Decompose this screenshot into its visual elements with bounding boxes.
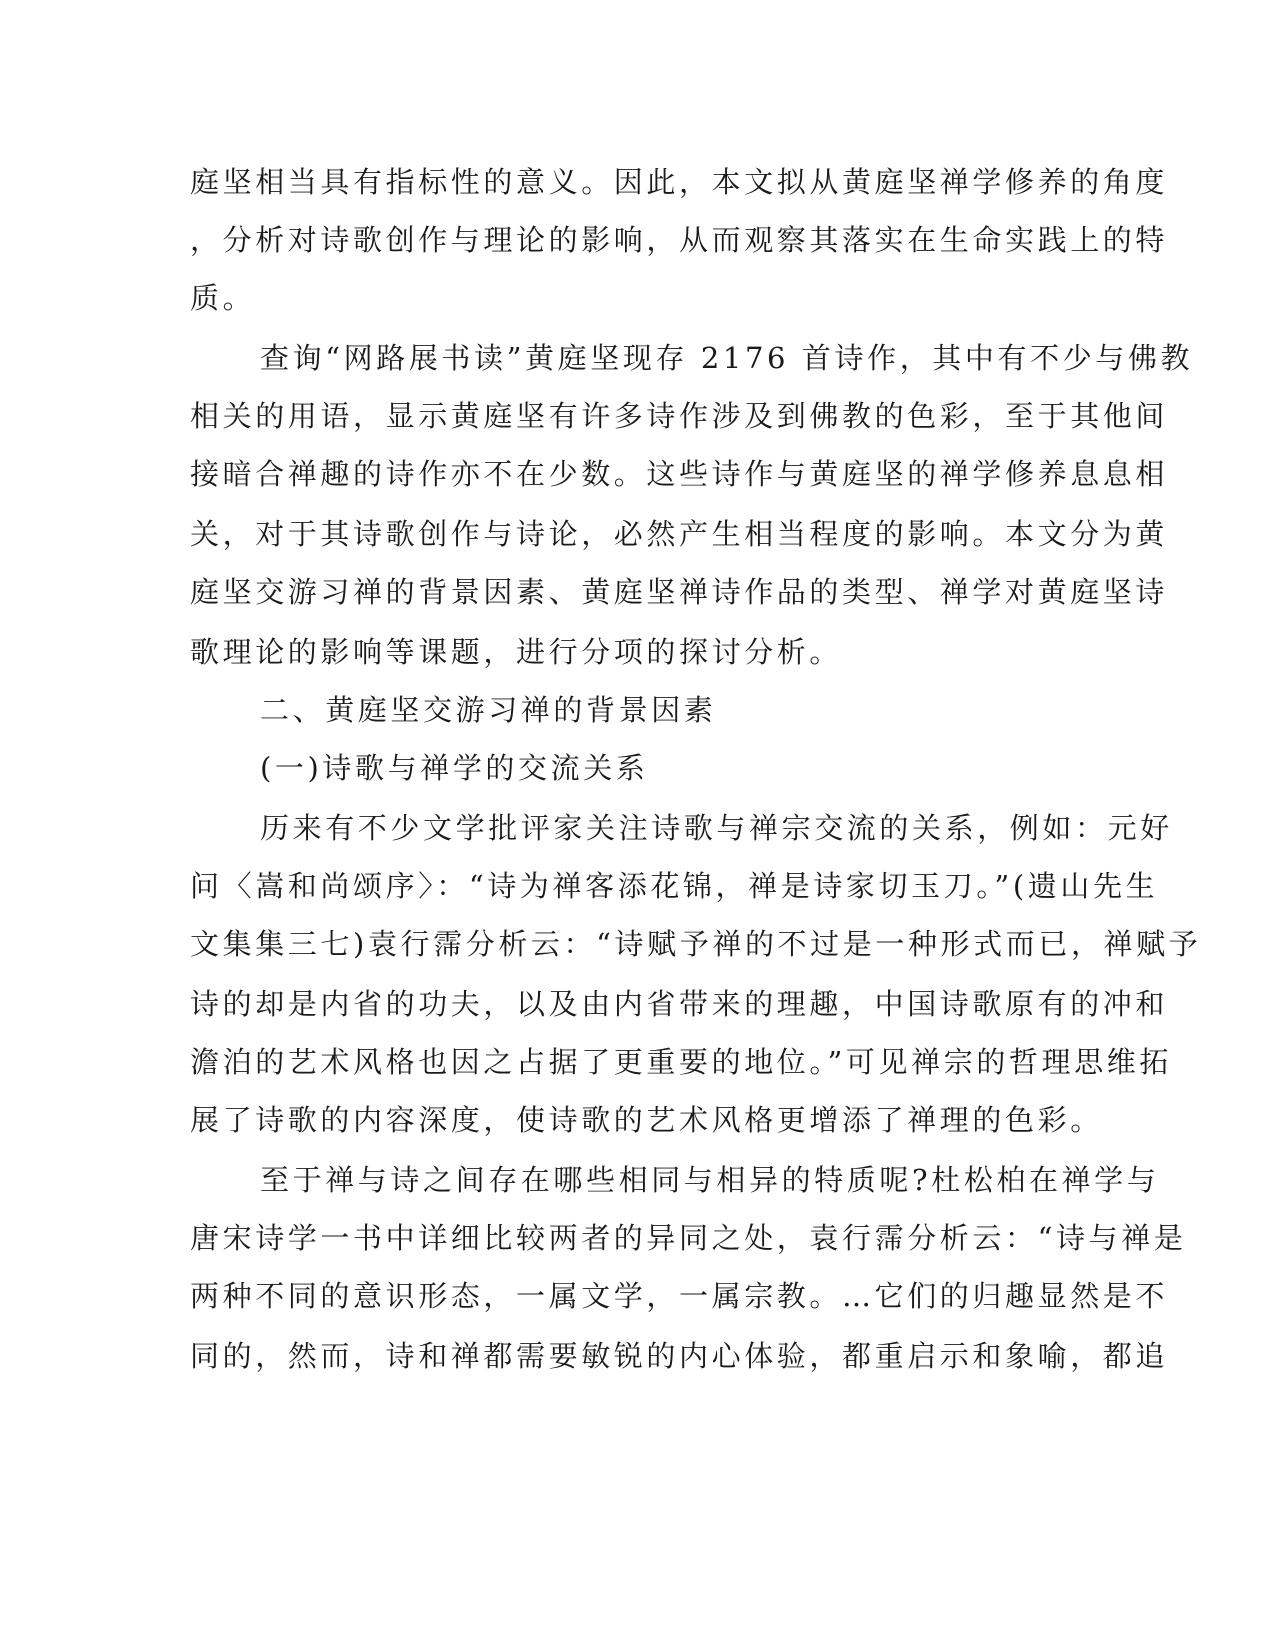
text-line: 展了诗歌的内容深度，使诗歌的艺术风格更增添了禅理的色彩。	[190, 1103, 1103, 1137]
text-line: 唐宋诗学一书中详细比较两者的异同之处，袁行霈分析云：“诗与禅是	[190, 1221, 1187, 1255]
text-line: 问〈嵩和尚颂序〉：“诗为禅客添花锦，禅是诗家切玉刀。”(遗山先生	[190, 869, 1159, 903]
text-line: 澹泊的艺术风格也因之占据了更重要的地位。”可见禅宗的哲理思维拓	[190, 1045, 1172, 1079]
text-line: 同的，然而，诗和禅都需要敏锐的内心体验，都重启示和象喻，都追	[190, 1339, 1169, 1373]
text-line: 历来有不少文学批评家关注诗歌与禅宗交流的关系，例如：元好	[260, 811, 1173, 845]
text-line: 庭坚相当具有指标性的意义。因此，本文拟从黄庭坚禅学修养的角度	[190, 165, 1169, 199]
text-line: 质。	[190, 281, 256, 315]
section-heading: 二、黄庭坚交游习禅的背景因素	[260, 693, 717, 727]
text-line: 庭坚交游习禅的背景因素、黄庭坚禅诗作品的类型、禅学对黄庭坚诗	[190, 575, 1169, 609]
text-line: 查询“网路展书读”黄庭坚现存 2176 首诗作，其中有不少与佛教	[260, 341, 1194, 375]
subsection-heading: (一)诗歌与禅学的交流关系	[260, 751, 649, 785]
text-line: 两种不同的意识形态，一属文学，一属宗教。…它们的归趣显然是不	[190, 1279, 1169, 1313]
text-line: ，分析对诗歌创作与理论的影响，从而观察其落实在生命实践上的特	[190, 223, 1169, 257]
text-line: 接暗合禅趣的诗作亦不在少数。这些诗作与黄庭坚的禅学修养息息相	[190, 457, 1169, 491]
text-line: 相关的用语，显示黄庭坚有许多诗作涉及到佛教的色彩，至于其他间	[190, 399, 1169, 433]
text-line: 至于禅与诗之间存在哪些相同与相异的特质呢?杜松柏在禅学与	[260, 1163, 1160, 1197]
text-line: 关，对于其诗歌创作与诗论，必然产生相当程度的影响。本文分为黄	[190, 517, 1169, 551]
text-line: 诗的却是内省的功夫，以及由内省带来的理趣，中国诗歌原有的冲和	[190, 987, 1169, 1021]
text-line: 文集集三七)袁行霈分析云：“诗赋予禅的不过是一种形式而已，禅赋予	[190, 927, 1202, 961]
text-line: 歌理论的影响等课题，进行分项的探讨分析。	[190, 635, 843, 669]
